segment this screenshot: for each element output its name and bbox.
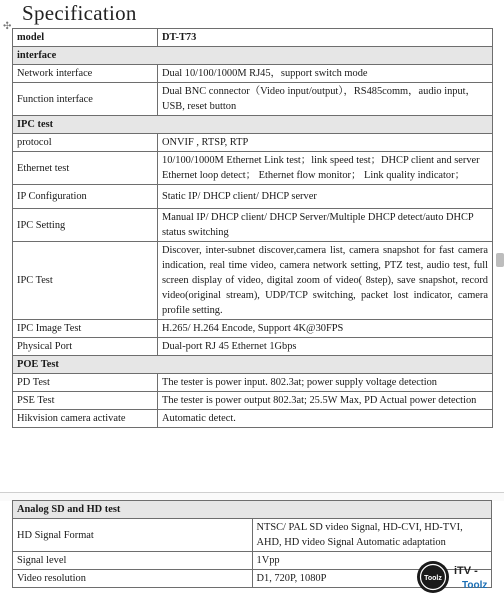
table-row bbox=[13, 374, 493, 392]
row-value: Dual 10/100/1000M RJ45，support switch mode bbox=[158, 65, 493, 83]
row-value: Discover, inter-subnet discover,camera list, camera snapshot for fast camera indication, real time video, camera network setting, PTZ test, audio test, full screen display of video, digital zoom of video( 8step), save snapshot, record video(original stream), UDP/TCP switching, packet lost indicator, camera profile setting. bbox=[158, 242, 493, 320]
row-label: protocol bbox=[13, 134, 158, 152]
row-label: Ethernet test bbox=[13, 152, 158, 185]
row-label: Video resolution bbox=[13, 570, 253, 588]
table-row bbox=[13, 519, 492, 552]
logo-badge-text: Toolz bbox=[424, 575, 442, 582]
row-label: PD Test bbox=[13, 374, 158, 392]
section-title: interface bbox=[13, 47, 493, 65]
row-label: Function interface bbox=[13, 83, 158, 116]
row-value: The tester is power input. 802.3at; power supply voltage detection bbox=[158, 374, 493, 392]
row-label: IPC Image Test bbox=[13, 320, 158, 338]
table-row bbox=[13, 392, 493, 410]
row-label: IP Configuration bbox=[13, 185, 158, 209]
table-row bbox=[13, 185, 493, 209]
section-row bbox=[13, 47, 493, 65]
table-row bbox=[13, 152, 493, 185]
row-label: Network interface bbox=[13, 65, 158, 83]
section-row bbox=[13, 356, 493, 374]
table-move-handle-icon[interactable]: ✣ bbox=[3, 21, 12, 32]
section-title: Analog SD and HD test bbox=[13, 501, 492, 519]
section-row bbox=[13, 501, 492, 519]
row-value: 10/100/1000M Ethernet Link test；link speed test；DHCP client and server Ethernet loop detect； Ethernet flow monitor； Link quality indicator； bbox=[158, 152, 493, 185]
row-value: Static IP/ DHCP client/ DHCP server bbox=[158, 185, 493, 209]
row-value: Dual BNC connector（Video input/output），RS485comm，audio input，USB, reset button bbox=[158, 83, 493, 116]
section-row bbox=[13, 116, 493, 134]
row-label: Hikvision camera activate bbox=[13, 410, 158, 428]
row-value: 1Vpp bbox=[252, 552, 492, 570]
logo-line1: iTV - bbox=[454, 565, 478, 577]
table-header-row bbox=[13, 29, 493, 47]
section-title: IPC test bbox=[13, 116, 493, 134]
table-row bbox=[13, 65, 493, 83]
table-row bbox=[13, 242, 493, 320]
table-row bbox=[13, 320, 493, 338]
model-value: DT-T73 bbox=[158, 29, 493, 47]
row-value: H.265/ H.264 Encode, Support 4K@30FPS bbox=[158, 320, 493, 338]
row-label: IPC Setting bbox=[13, 209, 158, 242]
row-value: Manual IP/ DHCP client/ DHCP Server/Multiple DHCP detect/auto DHCP status switching bbox=[158, 209, 493, 242]
scroll-handle[interactable] bbox=[496, 253, 504, 267]
row-value: NTSC/ PAL SD video Signal, HD-CVI, HD-TVI, AHD, HD video Signal Automatic adaptation bbox=[252, 519, 492, 552]
spec-table bbox=[12, 28, 493, 428]
row-label: Signal level bbox=[13, 552, 253, 570]
table-row bbox=[13, 338, 493, 356]
row-value: ONVIF , RTSP, RTP bbox=[158, 134, 493, 152]
row-value: Dual-port RJ 45 Ethernet 1Gbps bbox=[158, 338, 493, 356]
section-title: POE Test bbox=[13, 356, 493, 374]
itv-toolz-logo bbox=[416, 556, 502, 598]
row-value: D1, 720P, 1080P bbox=[252, 570, 492, 588]
model-label: model bbox=[13, 29, 158, 47]
table-row bbox=[13, 83, 493, 116]
table-row bbox=[13, 134, 493, 152]
table-row bbox=[13, 209, 493, 242]
row-label: IPC Test bbox=[13, 242, 158, 320]
page-title: Specification bbox=[22, 1, 137, 25]
row-value: The tester is power output 802.3at; 25.5W Max, PD Actual power detection bbox=[158, 392, 493, 410]
row-label: HD Signal Format bbox=[13, 519, 253, 552]
row-label: PSE Test bbox=[13, 392, 158, 410]
logo-line2: Toolz bbox=[462, 580, 488, 591]
table-row bbox=[13, 410, 493, 428]
row-label: Physical Port bbox=[13, 338, 158, 356]
row-value: Automatic detect. bbox=[158, 410, 493, 428]
